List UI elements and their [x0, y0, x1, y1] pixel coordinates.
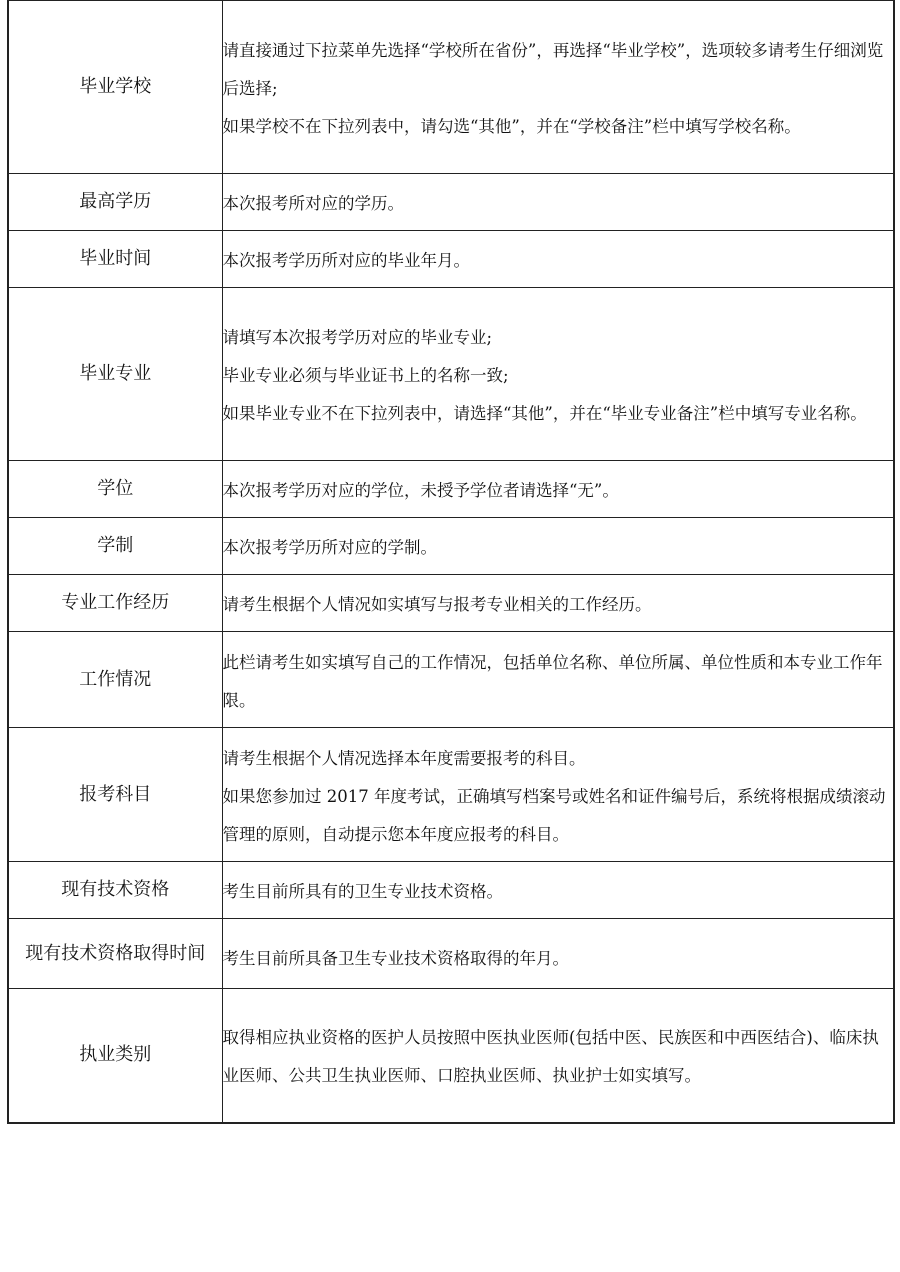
table-row [8, 862, 894, 919]
field-label-graduation-date: 毕业时间 [8, 231, 222, 288]
field-description [222, 632, 894, 728]
field-description [222, 174, 894, 231]
description-line: 请填写本次报考学历对应的毕业专业; [222, 328, 493, 347]
description-line: 本次报考学历对应的学位，未授予学位者请选择“无”。 [222, 481, 619, 500]
table-row [8, 632, 894, 728]
table-row [8, 518, 894, 575]
description-line: 毕业专业必须与毕业证书上的名称一致; [222, 366, 509, 385]
field-description [222, 919, 894, 989]
field-label-highest-education: 最高学历 [8, 174, 222, 231]
description-line: 如果学校不在下拉列表中，请勾选“其他”，并在“学校备注”栏中填写学校名称。 [222, 117, 801, 136]
description-line: 此栏请考生如实填写自己的工作情况，包括单位名称、单位所属、单位性质和本专业工作年限。 [222, 652, 883, 710]
field-description [222, 231, 894, 288]
table-row [8, 231, 894, 288]
description-line: 取得相应执业资格的医护人员按照中医执业医师(包括中医、民族医和中西医结合)、临床执业医师、公共卫生执业医师、口腔执业医师、执业护士如实填写。 [222, 1028, 879, 1086]
field-description [222, 862, 894, 919]
table-row [8, 919, 894, 989]
description-line: 考生目前所具备卫生专业技术资格取得的年月。 [222, 948, 569, 968]
table-row [8, 575, 894, 632]
description-line: 本次报考学历所对应的学制。 [222, 538, 437, 557]
field-label-graduation-major: 毕业专业 [8, 288, 222, 461]
field-label-schooling-length: 学制 [8, 518, 222, 575]
field-label-work-status: 工作情况 [8, 632, 222, 728]
table-row [8, 728, 894, 862]
description-line: 如果毕业专业不在下拉列表中，请选择“其他”，并在“毕业专业备注”栏中填写专业名称。 [222, 404, 867, 423]
field-description [222, 1, 894, 174]
description-line: 如果您参加过 2017 年度考试，正确填写档案号或姓名和证件编号后，系统将根据成绩滚动管理的原则，自动提示您本年度应报考的科目。 [222, 786, 886, 844]
field-description [222, 989, 894, 1123]
table-row [8, 288, 894, 461]
field-description [222, 575, 894, 632]
table-row [8, 174, 894, 231]
table-row [8, 989, 894, 1123]
field-description [222, 518, 894, 575]
field-description [222, 288, 894, 461]
table-row [8, 461, 894, 518]
field-description [222, 728, 894, 862]
field-description [222, 461, 894, 518]
field-label-qualification-date: 现有技术资格取得时间 [8, 919, 222, 989]
field-instructions-table [7, 0, 895, 1124]
field-label-practice-category: 执业类别 [8, 989, 222, 1123]
description-line: 考生目前所具有的卫生专业技术资格。 [222, 882, 503, 901]
field-label-graduation-school: 毕业学校 [8, 1, 222, 174]
field-label-exam-subjects: 报考科目 [8, 728, 222, 862]
field-label-work-experience: 专业工作经历 [8, 575, 222, 632]
form-instructions-sheet [7, 0, 893, 1124]
field-label-degree: 学位 [8, 461, 222, 518]
description-line: 本次报考所对应的学历。 [222, 194, 404, 213]
description-line: 本次报考学历所对应的毕业年月。 [222, 251, 470, 270]
description-line: 请考生根据个人情况选择本年度需要报考的科目。 [222, 748, 586, 768]
field-label-current-qualification: 现有技术资格 [8, 862, 222, 919]
description-line: 请直接通过下拉菜单先选择“学校所在省份”，再选择“毕业学校”，选项较多请考生仔细浏览后选择; [222, 41, 884, 98]
description-line: 请考生根据个人情况如实填写与报考专业相关的工作经历。 [222, 595, 652, 614]
table-row [8, 1, 894, 174]
